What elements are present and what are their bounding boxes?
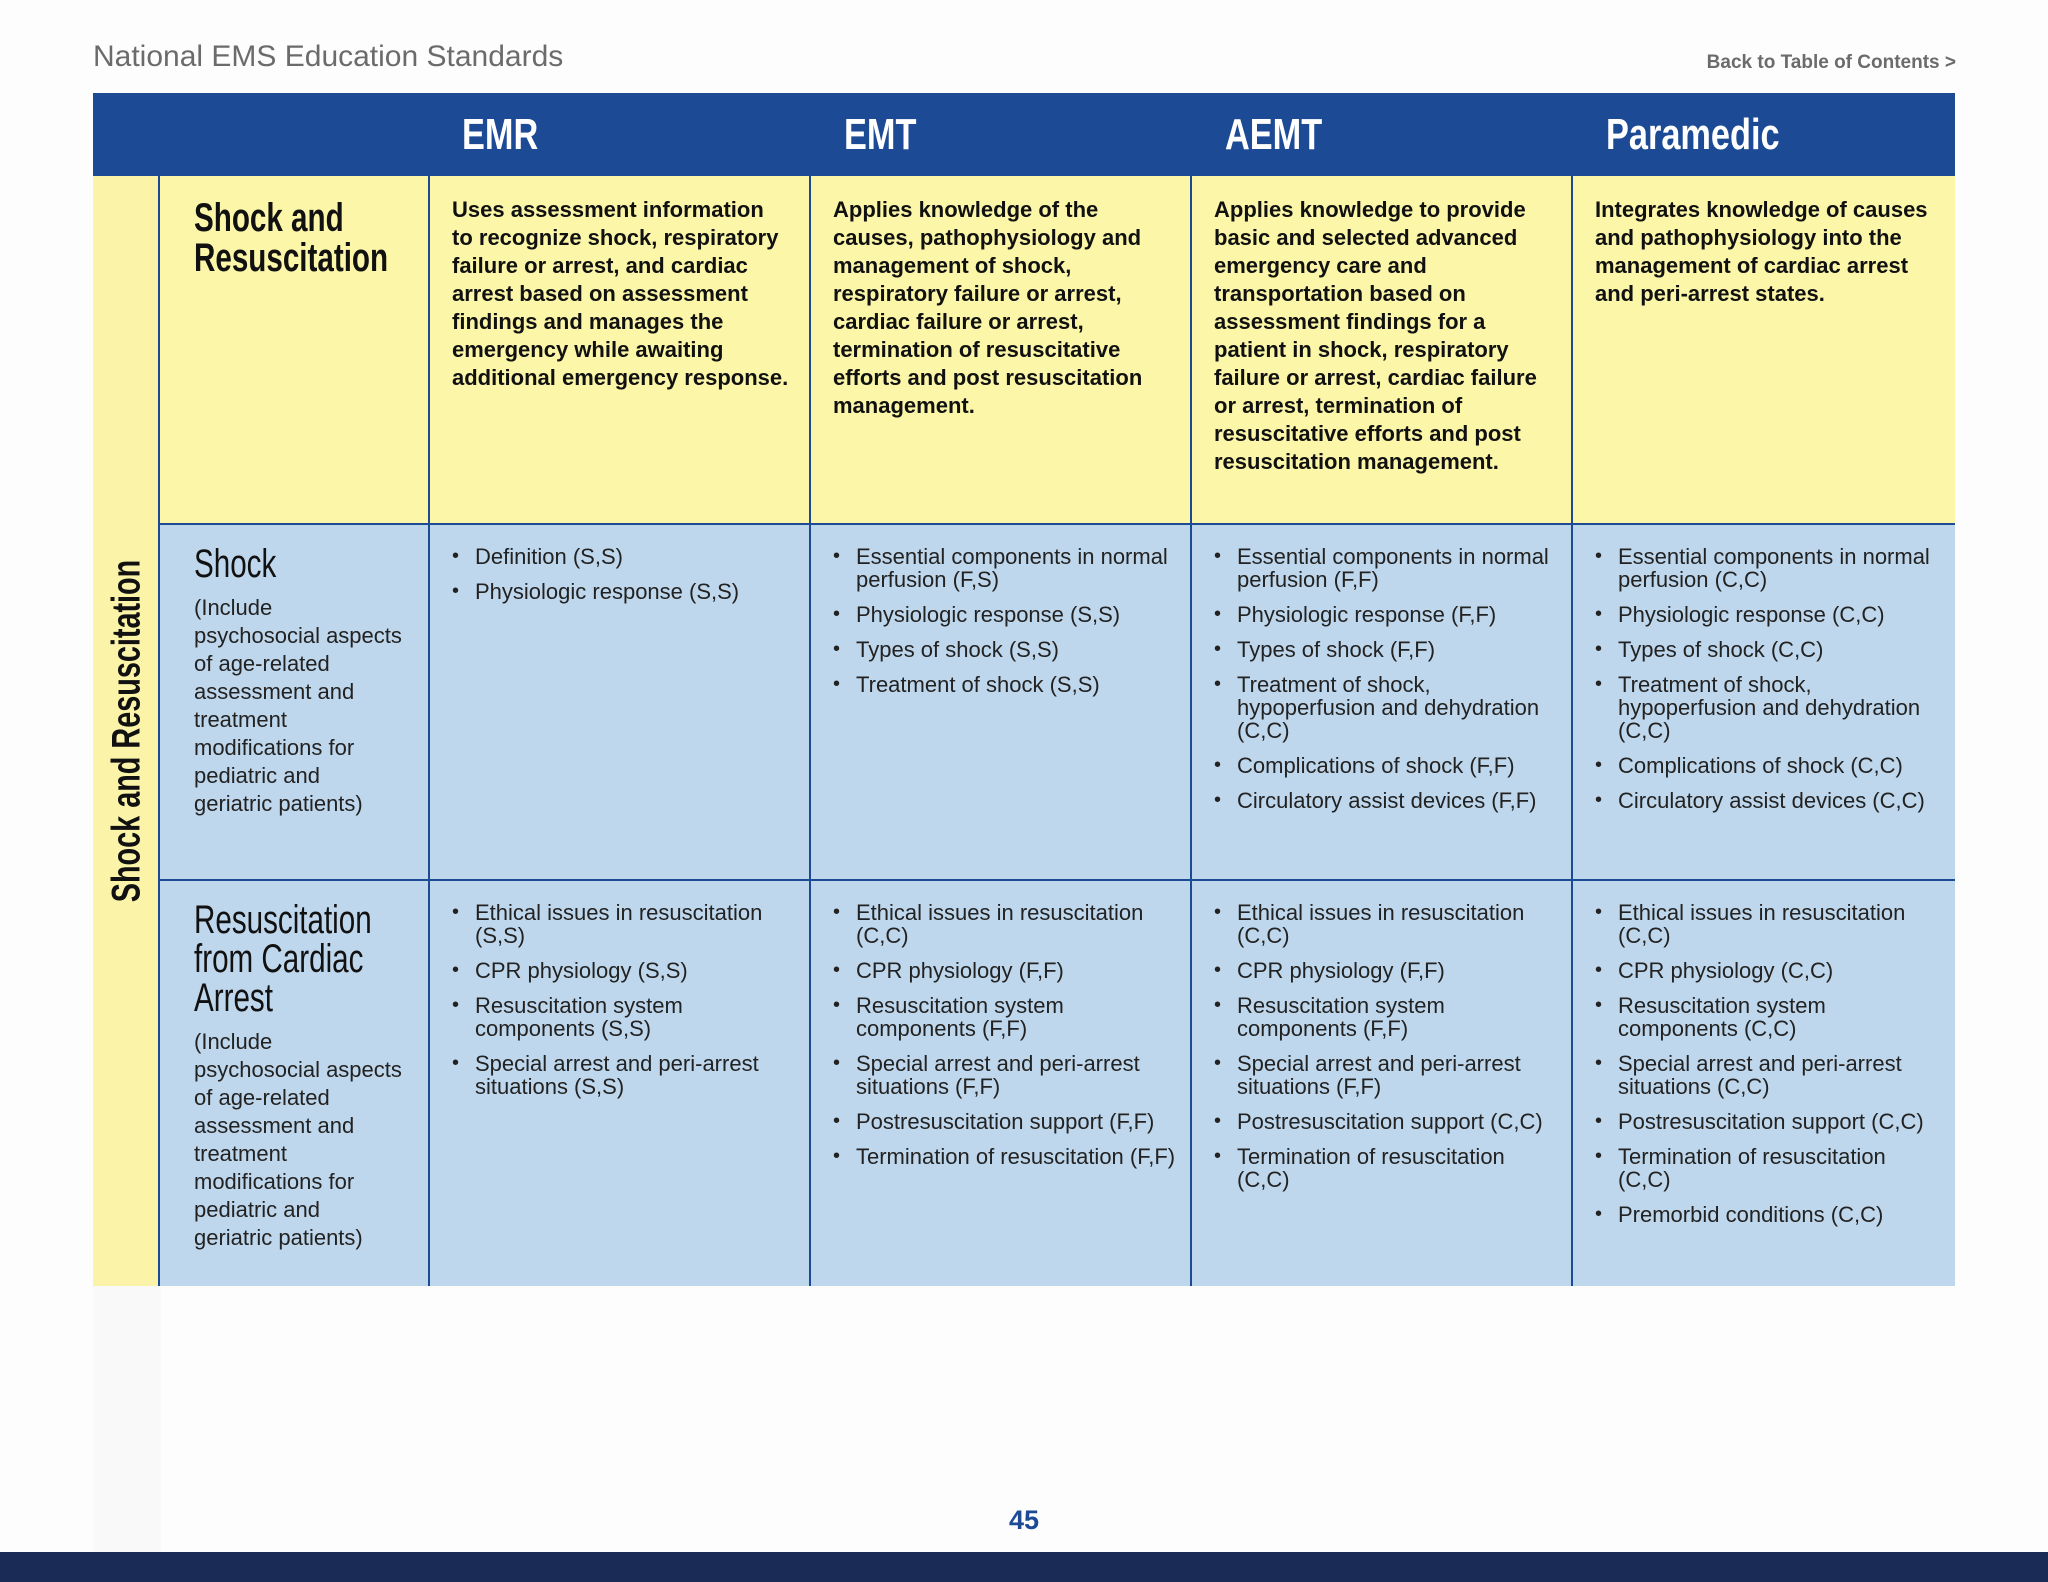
summary-text: Integrates knowledge of causes and pathophysiology into the management of cardiac arrest and peri-arrest states. — [1595, 197, 1928, 306]
topic-title-line: Arrest — [194, 976, 273, 1020]
resuscitation-cell-emr — [430, 879, 811, 1286]
list-item: • Types of shock (F,F) — [1214, 638, 1557, 661]
list-item: • Ethical issues in resuscitation (S,S) — [452, 901, 795, 947]
list-item: • Types of shock (S,S) — [833, 638, 1176, 661]
row-summary-topic-cell — [160, 176, 430, 523]
resuscitation-cell-aemt — [1192, 879, 1573, 1286]
list-item: • Special arrest and peri-arrest situations (F,F) — [833, 1052, 1176, 1098]
topic-title-line: Resuscitation — [194, 236, 389, 280]
list-item: • Physiologic response (C,C) — [1595, 603, 1941, 626]
list-item: • Physiologic response (F,F) — [1214, 603, 1557, 626]
list-item: • Postresuscitation support (F,F) — [833, 1110, 1176, 1133]
list-item: • Ethical issues in resuscitation (C,C) — [1214, 901, 1557, 947]
list-item: • Complications of shock (C,C) — [1595, 754, 1941, 777]
list-item: • Resuscitation system components (S,S) — [452, 994, 795, 1040]
resuscitation-cell-emt — [811, 879, 1192, 1286]
column-header-emr: EMR — [462, 109, 539, 159]
summary-cell-emt — [811, 176, 1192, 523]
row-resuscitation-topic-cell — [160, 879, 430, 1286]
list-item: • Circulatory assist devices (C,C) — [1595, 789, 1941, 812]
shock-cell-emt — [811, 523, 1192, 879]
topic-title-line: Shock — [194, 542, 277, 586]
column-header-emt: EMT — [844, 109, 917, 159]
list-item: • Essential components in normal perfusion (C,C) — [1595, 545, 1941, 591]
summary-text: Applies knowledge of the causes, pathophysiology and management of shock, respiratory failure or arrest, cardiac failure or arrest, termination of resuscitative efforts and post resuscitation management. — [833, 197, 1143, 418]
list-item: • Essential components in normal perfusion (F,S) — [833, 545, 1176, 591]
table-header-row — [93, 93, 1955, 176]
list-item: • Special arrest and peri-arrest situations (S,S) — [452, 1052, 795, 1098]
list-item: • CPR physiology (C,C) — [1595, 959, 1941, 982]
shock-cell-emr — [430, 523, 811, 879]
topic-title-line: Shock and — [194, 196, 344, 240]
list-item: • Types of shock (C,C) — [1595, 638, 1941, 661]
list-item: • Physiologic response (S,S) — [452, 580, 795, 603]
list-item: • Premorbid conditions (C,C) — [1595, 1203, 1941, 1226]
section-side-label: Shock and Resuscitation — [104, 559, 149, 903]
topic-note: (Include psychosocial aspects of age-related assessment and treatment modifications for pediatric and geriatric patients) — [194, 1029, 402, 1250]
list-item: • Termination of resuscitation (F,F) — [833, 1145, 1176, 1168]
list-item: • CPR physiology (F,F) — [1214, 959, 1557, 982]
list-item: • Definition (S,S) — [452, 545, 795, 568]
standards-table — [93, 93, 1955, 1286]
topic-title-line: Resuscitation — [194, 898, 372, 942]
list-item: • CPR physiology (S,S) — [452, 959, 795, 982]
list-item: • Ethical issues in resuscitation (C,C) — [1595, 901, 1941, 947]
list-item: • CPR physiology (F,F) — [833, 959, 1176, 982]
column-header-paramedic: Paramedic — [1606, 109, 1780, 159]
summary-text: Applies knowledge to provide basic and selected advanced emergency care and transportation based on assessment findings for a patient in shock, respiratory failure or arrest, cardiac failure or arrest, termination of resuscitative efforts and post resuscitation management. — [1214, 197, 1537, 474]
list-item: • Termination of resuscitation (C,C) — [1214, 1145, 1557, 1191]
list-item: • Ethical issues in resuscitation (C,C) — [833, 901, 1176, 947]
list-item: • Resuscitation system components (F,F) — [833, 994, 1176, 1040]
summary-cell-emr — [430, 176, 811, 523]
row-shock-topic-cell — [160, 523, 430, 879]
shock-cell-aemt — [1192, 523, 1573, 879]
summary-cell-aemt — [1192, 176, 1573, 523]
list-item: • Treatment of shock, hypoperfusion and dehydration (C,C) — [1214, 673, 1557, 742]
list-item: • Postresuscitation support (C,C) — [1595, 1110, 1941, 1133]
list-item: • Resuscitation system components (C,C) — [1595, 994, 1941, 1040]
summary-cell-paramedic — [1573, 176, 1955, 523]
list-item: • Special arrest and peri-arrest situations (C,C) — [1595, 1052, 1941, 1098]
list-item: • Essential components in normal perfusion (F,F) — [1214, 545, 1557, 591]
list-item: • Circulatory assist devices (F,F) — [1214, 789, 1557, 812]
summary-text: Uses assessment information to recognize shock, respiratory failure or arrest, and cardiac arrest based on assessment findings and manages the emergency while awaiting additional emergency response. — [452, 197, 789, 390]
list-item: • Special arrest and peri-arrest situations (F,F) — [1214, 1052, 1557, 1098]
back-to-toc-link[interactable]: Back to Table of Contents > — [1706, 52, 1956, 73]
list-item: • Resuscitation system components (F,F) — [1214, 994, 1557, 1040]
section-side-strip — [93, 176, 160, 1286]
topic-title-line: from Cardiac — [194, 937, 364, 981]
list-item: • Physiologic response (S,S) — [833, 603, 1176, 626]
page-number: 45 — [1008, 1505, 1040, 1535]
list-item: • Postresuscitation support (C,C) — [1214, 1110, 1557, 1133]
resuscitation-cell-paramedic — [1573, 879, 1955, 1286]
shock-cell-paramedic — [1573, 523, 1955, 879]
topic-note: (Include psychosocial aspects of age-related assessment and treatment modifications for pediatric and geriatric patients) — [194, 595, 402, 816]
list-item: • Complications of shock (F,F) — [1214, 754, 1557, 777]
list-item: • Treatment of shock (S,S) — [833, 673, 1176, 696]
list-item: • Termination of resuscitation (C,C) — [1595, 1145, 1941, 1191]
column-header-aemt: AEMT — [1225, 109, 1323, 159]
footer-bar — [0, 1552, 2048, 1582]
list-item: • Treatment of shock, hypoperfusion and dehydration (C,C) — [1595, 673, 1941, 742]
document-title: National EMS Education Standards — [93, 40, 564, 73]
